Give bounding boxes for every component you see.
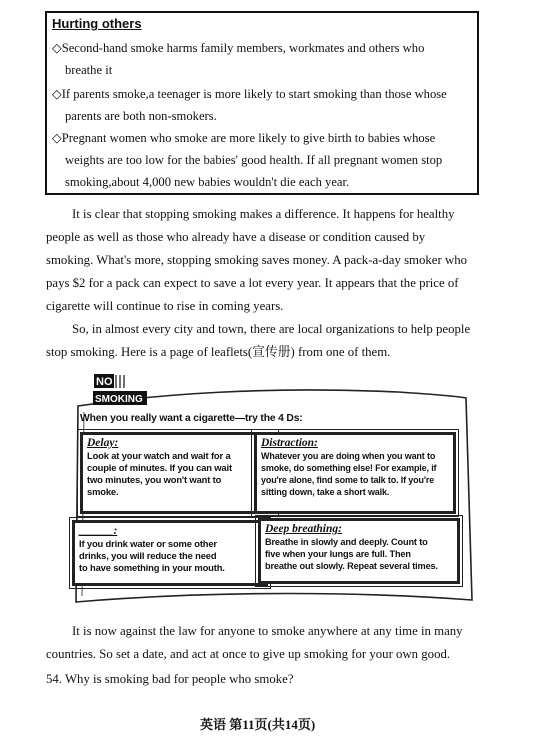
- paragraph-3: It is now against the law for anyone to smoke anywhere at any time in many countries. So set a date, and act at once to give up smoking for your own good.: [46, 624, 463, 661]
- question-54: [46, 672, 294, 687]
- box-title: Hurting others: [52, 16, 142, 31]
- tip-title: Distraction:: [261, 437, 318, 449]
- leaflet-heading: When you really want a cigarette—try the 4 Ds:: [80, 413, 303, 424]
- tip-title: ______:: [79, 525, 118, 537]
- tip-title: Delay:: [87, 437, 119, 449]
- tip-card-delay: Delay: Look at your watch and wait for a couple of minutes. If you can wait two minutes, you won't want to smoke.: [80, 432, 276, 514]
- diamond-bullet-icon: ◇: [52, 41, 62, 55]
- tip-title: Deep breathing:: [265, 523, 342, 535]
- bullet-item-2: ◇If parents smoke,a teenager is more likely to start smoking than those whose parents are both non-smokers.: [52, 87, 447, 123]
- bullet-item-3: ◇Pregnant women who smoke are more likely to give birth to babies whose weights are too low for the babies' good health. If all pregnant women stop smoking,about 4,000 new babies wouldn't die each year.: [52, 131, 443, 189]
- question-number: 54.: [46, 672, 62, 686]
- tip-card-distraction: Distraction: Whatever you are doing when you want to smoke, do something else! For example, if you're alone, find some to talk to. If you're sitting down, take a short walk.: [254, 432, 456, 514]
- paragraph-2: So, in almost every city and town, there are local organizations to help people stop smoking. Here is a page of leaflets(宣传册) from one of them.: [46, 322, 471, 359]
- diamond-bullet-icon: ◇: [52, 131, 62, 145]
- bullet-item-1: ◇Second-hand smoke harms family members, workmates and others who breathe it: [52, 41, 425, 77]
- tip-card-blank: ______: If you drink water or some other drinks, you will reduce the need to have something in your mouth.: [72, 520, 268, 586]
- no-smoking-logo: [92, 372, 148, 416]
- paragraph-1: It is clear that stopping smoking makes a difference. It happens for healthy people as well as those who already have a disease or condition caused by smoking. What's more, stopping smoking saves money. A pack-a-day smoker who pays $2 for a pack can expect to save a lot every year. It appears that the price of cigarette will continue to rise in coming years.: [46, 207, 467, 313]
- no-smoking-logo-bottom: SMOKING: [95, 394, 143, 405]
- question-text: Why is smoking bad for people who smoke?: [64, 672, 294, 686]
- tip-card-deep-breathing: Deep breathing: Breathe in slowly and deeply. Count to five when your lungs are full. Then breathe out slowly. Repeat several times.: [258, 518, 460, 584]
- page-footer: 英语 第11页(共14页): [200, 717, 316, 732]
- no-smoking-logo-top: NO: [96, 376, 113, 388]
- diamond-bullet-icon: ◇: [52, 87, 62, 101]
